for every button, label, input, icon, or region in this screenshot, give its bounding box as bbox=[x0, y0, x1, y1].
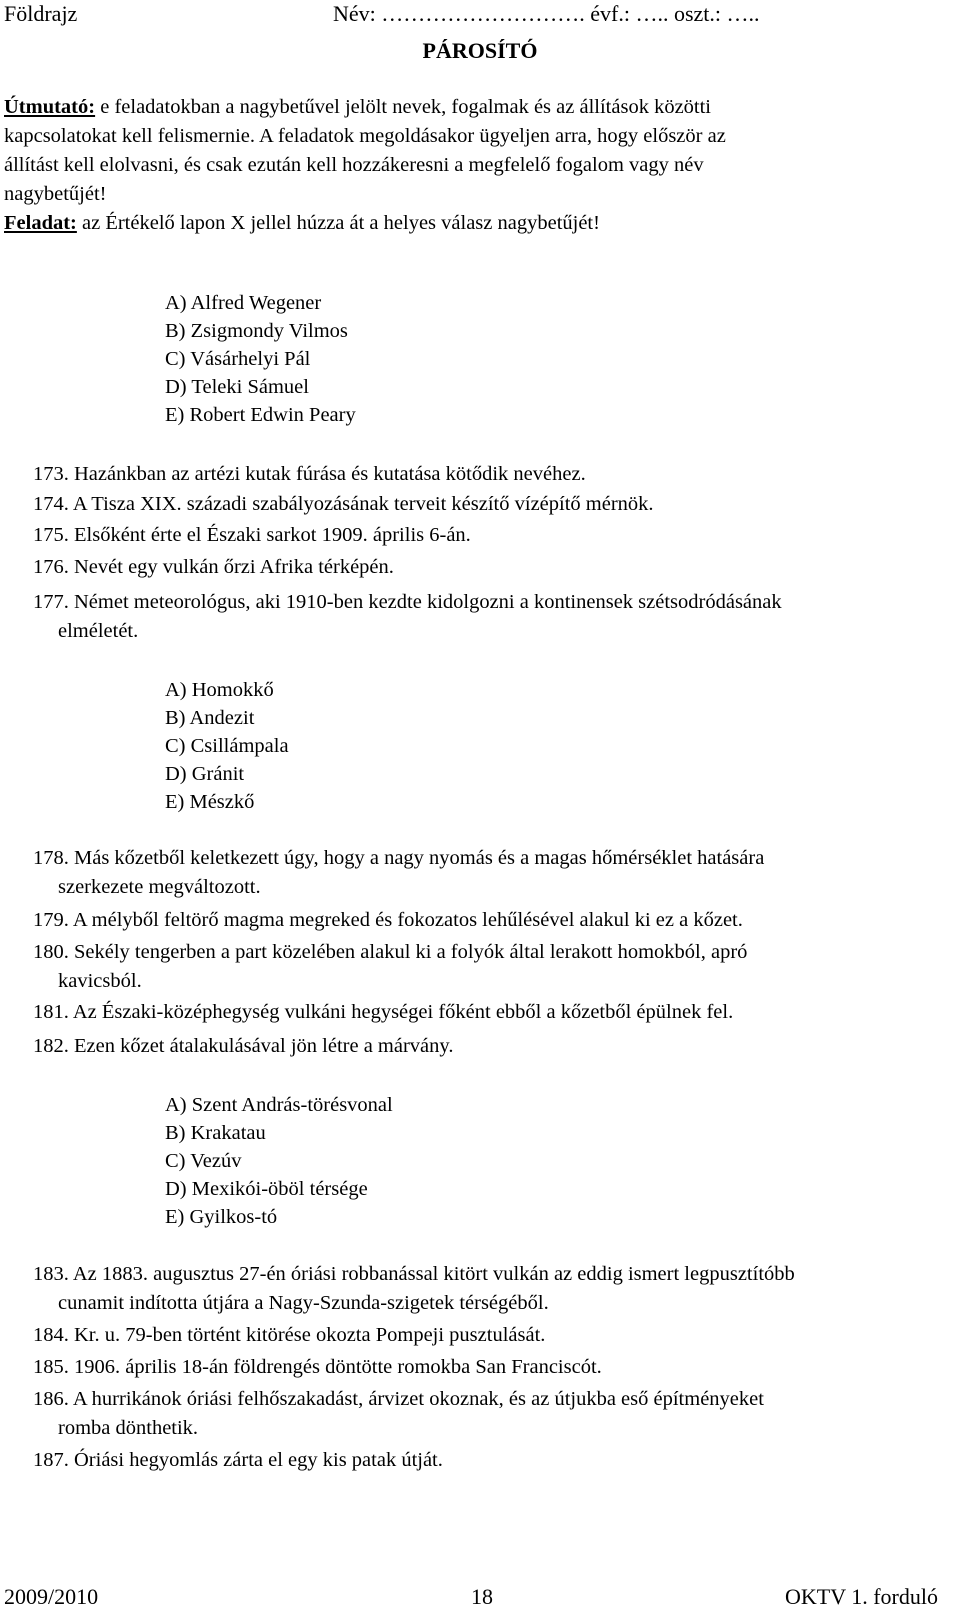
instructions-line-2: kapcsolatokat kell felismernie. A feladatok megoldásakor ügyeljen arra, hogy először az bbox=[4, 125, 726, 147]
question-item bbox=[33, 998, 933, 1027]
task-instruction bbox=[4, 209, 956, 238]
option-item: A) Alfred Wegener bbox=[165, 292, 322, 314]
instructions-line-4: nagybetűjét! bbox=[4, 183, 107, 205]
question-item bbox=[33, 1260, 933, 1318]
task-text: az Értékelő lapon X jellel húzza át a helyes válasz nagybetűjét! bbox=[76, 212, 600, 234]
option-item: E) Gyilkos-tó bbox=[165, 1206, 278, 1228]
question-text: 173. Hazánkban az artézi kutak fúrása és kutatása kötődik nevéhez. bbox=[33, 463, 586, 485]
question-text: 184. Kr. u. 79-ben történt kitörése okozta Pompeji pusztulását. bbox=[33, 1324, 546, 1346]
question-text: 176. Nevét egy vulkán őrzi Afrika térképén. bbox=[33, 556, 394, 578]
option-item: D) Teleki Sámuel bbox=[165, 376, 309, 398]
question-text: 186. A hurrikánok óriási felhőszakadást, árvizet okoznak, és az útjukba eső építményeket bbox=[33, 1388, 764, 1410]
question-text: 175. Elsőként érte el Északi sarkot 1909. április 6-án. bbox=[33, 524, 471, 546]
option-item: E) Mészkő bbox=[165, 791, 255, 813]
option-item: E) Robert Edwin Peary bbox=[165, 404, 356, 426]
option-item: B) Zsigmondy Vilmos bbox=[165, 320, 348, 342]
question-continuation: elméletét. bbox=[58, 620, 139, 642]
question-item bbox=[33, 844, 933, 902]
option-item: C) Csillámpala bbox=[165, 735, 289, 757]
question-continuation: cunamit indította útjára a Nagy-Szunda-szigetek térségéből. bbox=[58, 1292, 549, 1314]
option-item: D) Mexikói-öböl térsége bbox=[165, 1178, 368, 1200]
question-item bbox=[33, 1321, 933, 1350]
instructions bbox=[4, 93, 956, 209]
question-text: 182. Ezen kőzet átalakulásával jön létre a márvány. bbox=[33, 1035, 454, 1057]
instructions-line-1 bbox=[4, 93, 956, 122]
option-item: C) Vezúv bbox=[165, 1150, 242, 1172]
task-label: Feladat: bbox=[4, 212, 77, 234]
question-item bbox=[33, 521, 933, 550]
instructions-text: e feladatokban a nagybetűvel jelölt nevek, fogalmak és az állítások közötti bbox=[95, 96, 712, 118]
question-item bbox=[33, 1353, 933, 1382]
instructions-label: Útmutató: bbox=[4, 96, 96, 118]
question-text: 183. Az 1883. augusztus 27-én óriási robbanással kitört vulkán az eddig ismert legpusztítóbb bbox=[33, 1263, 795, 1285]
question-item bbox=[33, 938, 933, 996]
question-item bbox=[33, 588, 933, 646]
option-item: C) Vásárhelyi Pál bbox=[165, 348, 311, 370]
footer-year: 2009/2010 bbox=[4, 1584, 99, 1609]
page-number: 18 bbox=[471, 1584, 493, 1609]
question-item bbox=[33, 906, 933, 935]
option-item: B) Krakatau bbox=[165, 1122, 266, 1144]
question-text: 187. Óriási hegyomlás zárta el egy kis patak útját. bbox=[33, 1449, 443, 1471]
option-item: D) Gránit bbox=[165, 763, 245, 785]
option-item: A) Homokkő bbox=[165, 679, 274, 701]
question-item bbox=[33, 553, 933, 582]
subject-label: Földrajz bbox=[4, 1, 78, 26]
question-text: 178. Más kőzetből keletkezett úgy, hogy a nagy nyomás és a magas hőmérséklet hatására bbox=[33, 847, 765, 869]
option-item: A) Szent András-törésvonal bbox=[165, 1094, 393, 1116]
question-item bbox=[33, 1446, 933, 1475]
question-text: 174. A Tisza XIX. századi szabályozásának terveit készítő vízépítő mérnök. bbox=[33, 493, 654, 515]
name-field: Név: ………………………. évf.: ….. oszt.: ….. bbox=[333, 1, 760, 26]
question-item bbox=[33, 1032, 933, 1061]
instructions-line-3: állítást kell elolvasni, és csak ezután kell hozzákeresni a megfelelő fogalom vagy név bbox=[4, 154, 704, 176]
question-item bbox=[33, 1385, 933, 1443]
question-continuation: szerkezete megváltozott. bbox=[58, 876, 261, 898]
question-continuation: kavicsból. bbox=[58, 970, 142, 992]
option-item: B) Andezit bbox=[165, 707, 255, 729]
question-text: 177. Német meteorológus, aki 1910-ben kezdte kidolgozni a kontinensek szétsodródásának bbox=[33, 591, 782, 613]
question-item bbox=[33, 460, 933, 489]
question-text: 181. Az Északi-középhegység vulkáni hegységei főként ebből a kőzetből épülnek fel. bbox=[33, 1001, 734, 1023]
question-text: 180. Sekély tengerben a part közelében alakul ki a folyók által lerakott homokból, apró bbox=[33, 941, 748, 963]
page-title: PÁROSÍTÓ bbox=[422, 38, 538, 63]
question-text: 185. 1906. április 18-án földrengés döntötte romokba San Franciscót. bbox=[33, 1356, 602, 1378]
question-continuation: romba dönthetik. bbox=[58, 1417, 199, 1439]
question-item bbox=[33, 490, 933, 519]
question-text: 179. A mélyből feltörő magma megreked és fokozatos lehűlésével alakul ki ez a kőzet. bbox=[33, 909, 743, 931]
footer-round: OKTV 1. forduló bbox=[785, 1584, 938, 1609]
